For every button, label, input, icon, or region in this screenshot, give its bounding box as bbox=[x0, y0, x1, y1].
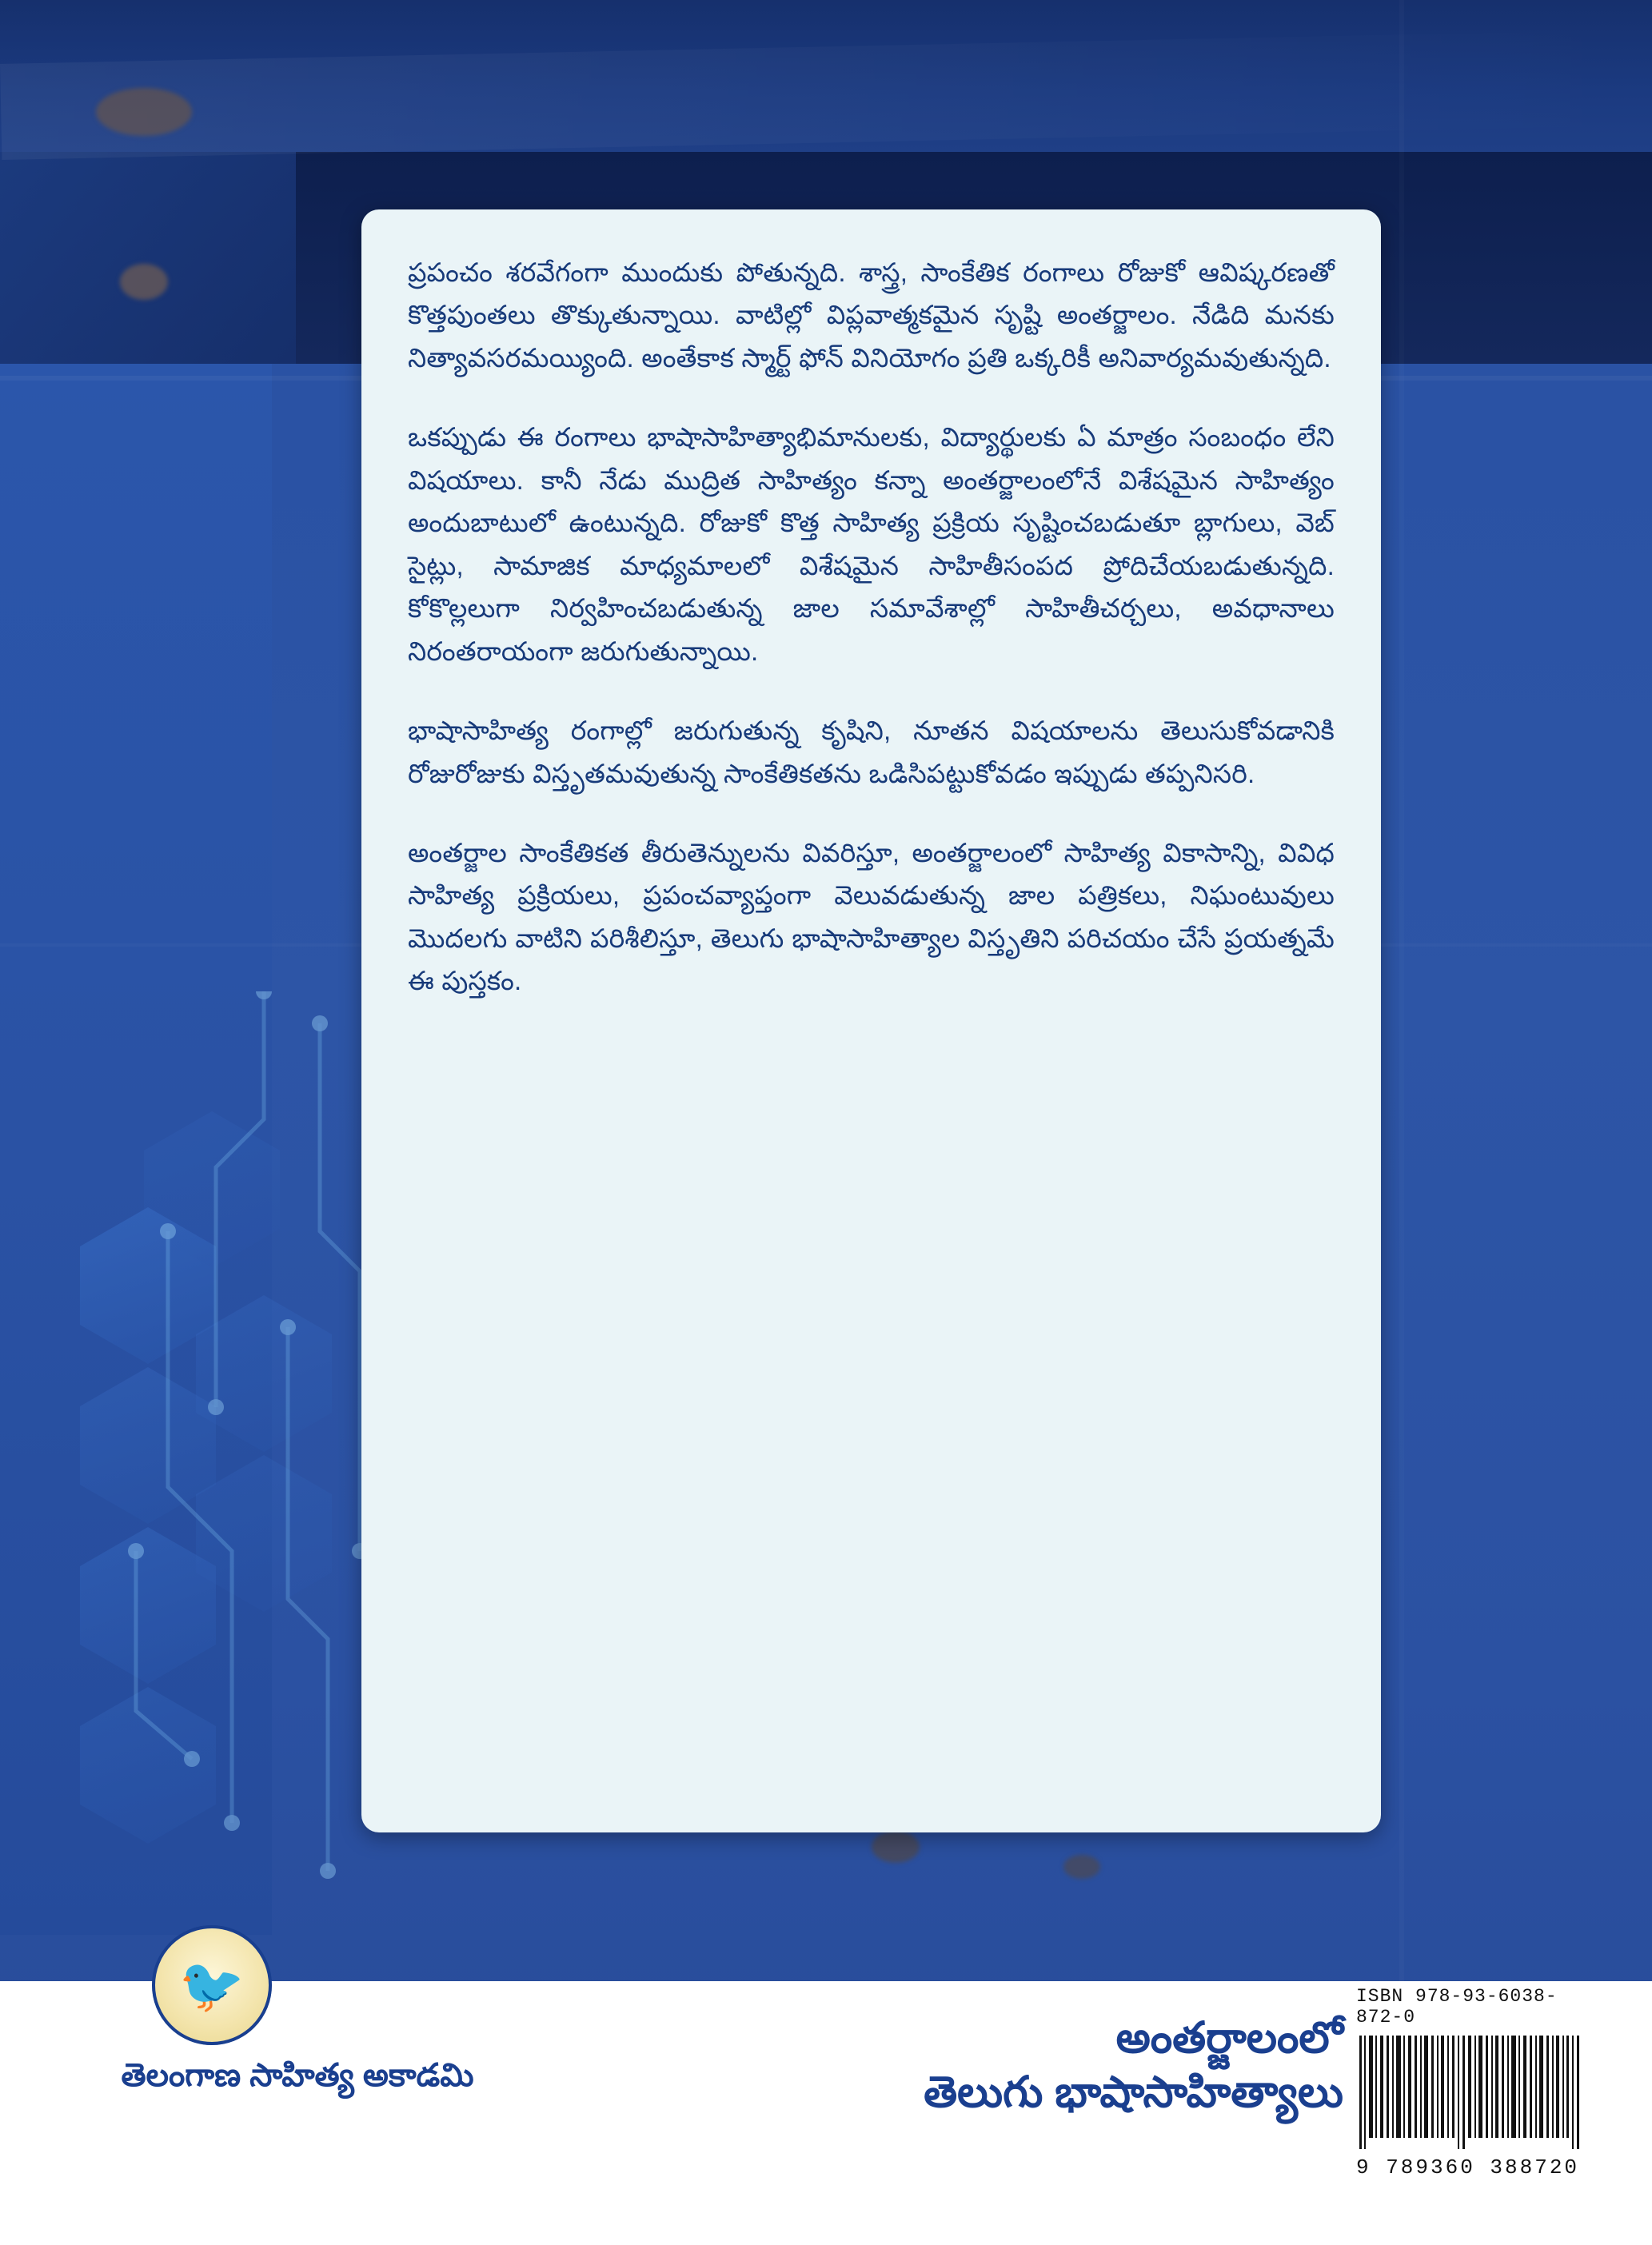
isbn-block bbox=[1356, 1986, 1596, 2179]
barcode-icon bbox=[1356, 2032, 1584, 2152]
scan-smudge bbox=[120, 264, 168, 300]
academy-logo-ring bbox=[152, 1925, 272, 2045]
cover-streak bbox=[1399, 0, 1404, 1983]
barcode-number: 9 789360 388720 bbox=[1356, 2155, 1580, 2179]
scan-smudge bbox=[1063, 1855, 1100, 1879]
blurb-paragraph-4: అంతర్జాల సాంకేతికత తీరుతెన్నులను వివరిస్తూ, అంతర్జాలంలో సాహిత్య వికాసాన్ని, వివిధ సాహిత్య ప్రక్రియలు, ప్రపంచవ్యాప్తంగా వెలువడుతున్న జాల పత్రికలు, నిఘంటువులు మొదలగు వాటిని పరిశీలిస్తూ, తెలుగు భాషాసాహిత్యాల విస్తృతిని పరిచయం చేసే ప్రయత్నమే ఈ పుస్తకం. bbox=[408, 837, 1335, 996]
scan-smudge bbox=[96, 88, 192, 136]
book-title-block bbox=[784, 2012, 1343, 2119]
book-title-line-1: అంతర్జాలంలో bbox=[1115, 2014, 1343, 2062]
blurb-paragraph-1: ప్రపంచం శరవేగంగా ముందుకు పోతున్నది. శాస్త్ర, సాంకేతిక రంగాలు రోజుకో ఆవిష్కరణతో కొత్తపుంతలు తొక్కుతున్నాయి. వాటిల్లో విప్లవాత్మకమైన సృష్టి అంతర్జాలం. నేడిది మనకు నిత్యావసరమయ్యింది. అంతేకాక స్మార్ట్ ఫోన్ వినియోగం ప్రతి ఒక్కరికీ అనివార్యమవుతున్నది. bbox=[408, 257, 1335, 373]
back-cover-footer bbox=[0, 1956, 1652, 2245]
circuit-pattern-icon bbox=[120, 991, 384, 1887]
isbn-label: ISBN 978-93-6038-872-0 bbox=[1356, 1986, 1558, 2028]
scan-smudge bbox=[872, 1831, 920, 1863]
publisher-name: తెలంగాణ సాహిత్య అకాడమి bbox=[121, 2058, 474, 2093]
swan-icon: 🐦 bbox=[178, 1956, 245, 2015]
blurb-paragraph-3: భాషాసాహిత్య రంగాల్లో జరుగుతున్న కృషిని, నూతన విషయాలను తెలుసుకోవడానికి రోజురోజుకు విస్తృతమవుతున్న సాంకేతికతను ఒడిసిపట్టుకోవడం ఇప్పుడు తప్పనిసరి. bbox=[408, 716, 1335, 788]
blurb-paragraph-2: ఒకప్పుడు ఈ రంగాలు భాషాసాహిత్యాభిమానులకు, విద్యార్థులకు ఏ మాత్రం సంబంధం లేని విషయాలు. కానీ నేడు ముద్రిత సాహిత్యం కన్నా అంతర్జాలంలోనే విశేషమైన సాహిత్యం అందుబాటులో ఉంటున్నది. రోజుకో కొత్త సాహిత్య ప్రక్రియ సృష్టించబడుతూ బ్లాగులు, వెబ్ సైట్లు, సామాజిక మాధ్యమాలలో విశేషమైన సాహితీసంపద ప్రోదిచేయబడుతున్నది. కోకొల్లలుగా నిర్వహించబడుతున్న జాల సమావేశాల్లో సాహితీచర్చలు, అవధానాలు నిరంతరాయంగా జరుగుతున్నాయి. bbox=[408, 422, 1335, 666]
book-title-line-2: తెలుగు భాషాసాహిత్యాలు bbox=[924, 2068, 1343, 2116]
academy-logo bbox=[152, 1925, 272, 2045]
cover-top-left-block bbox=[0, 152, 296, 364]
back-cover-blurb-card bbox=[361, 209, 1381, 1832]
